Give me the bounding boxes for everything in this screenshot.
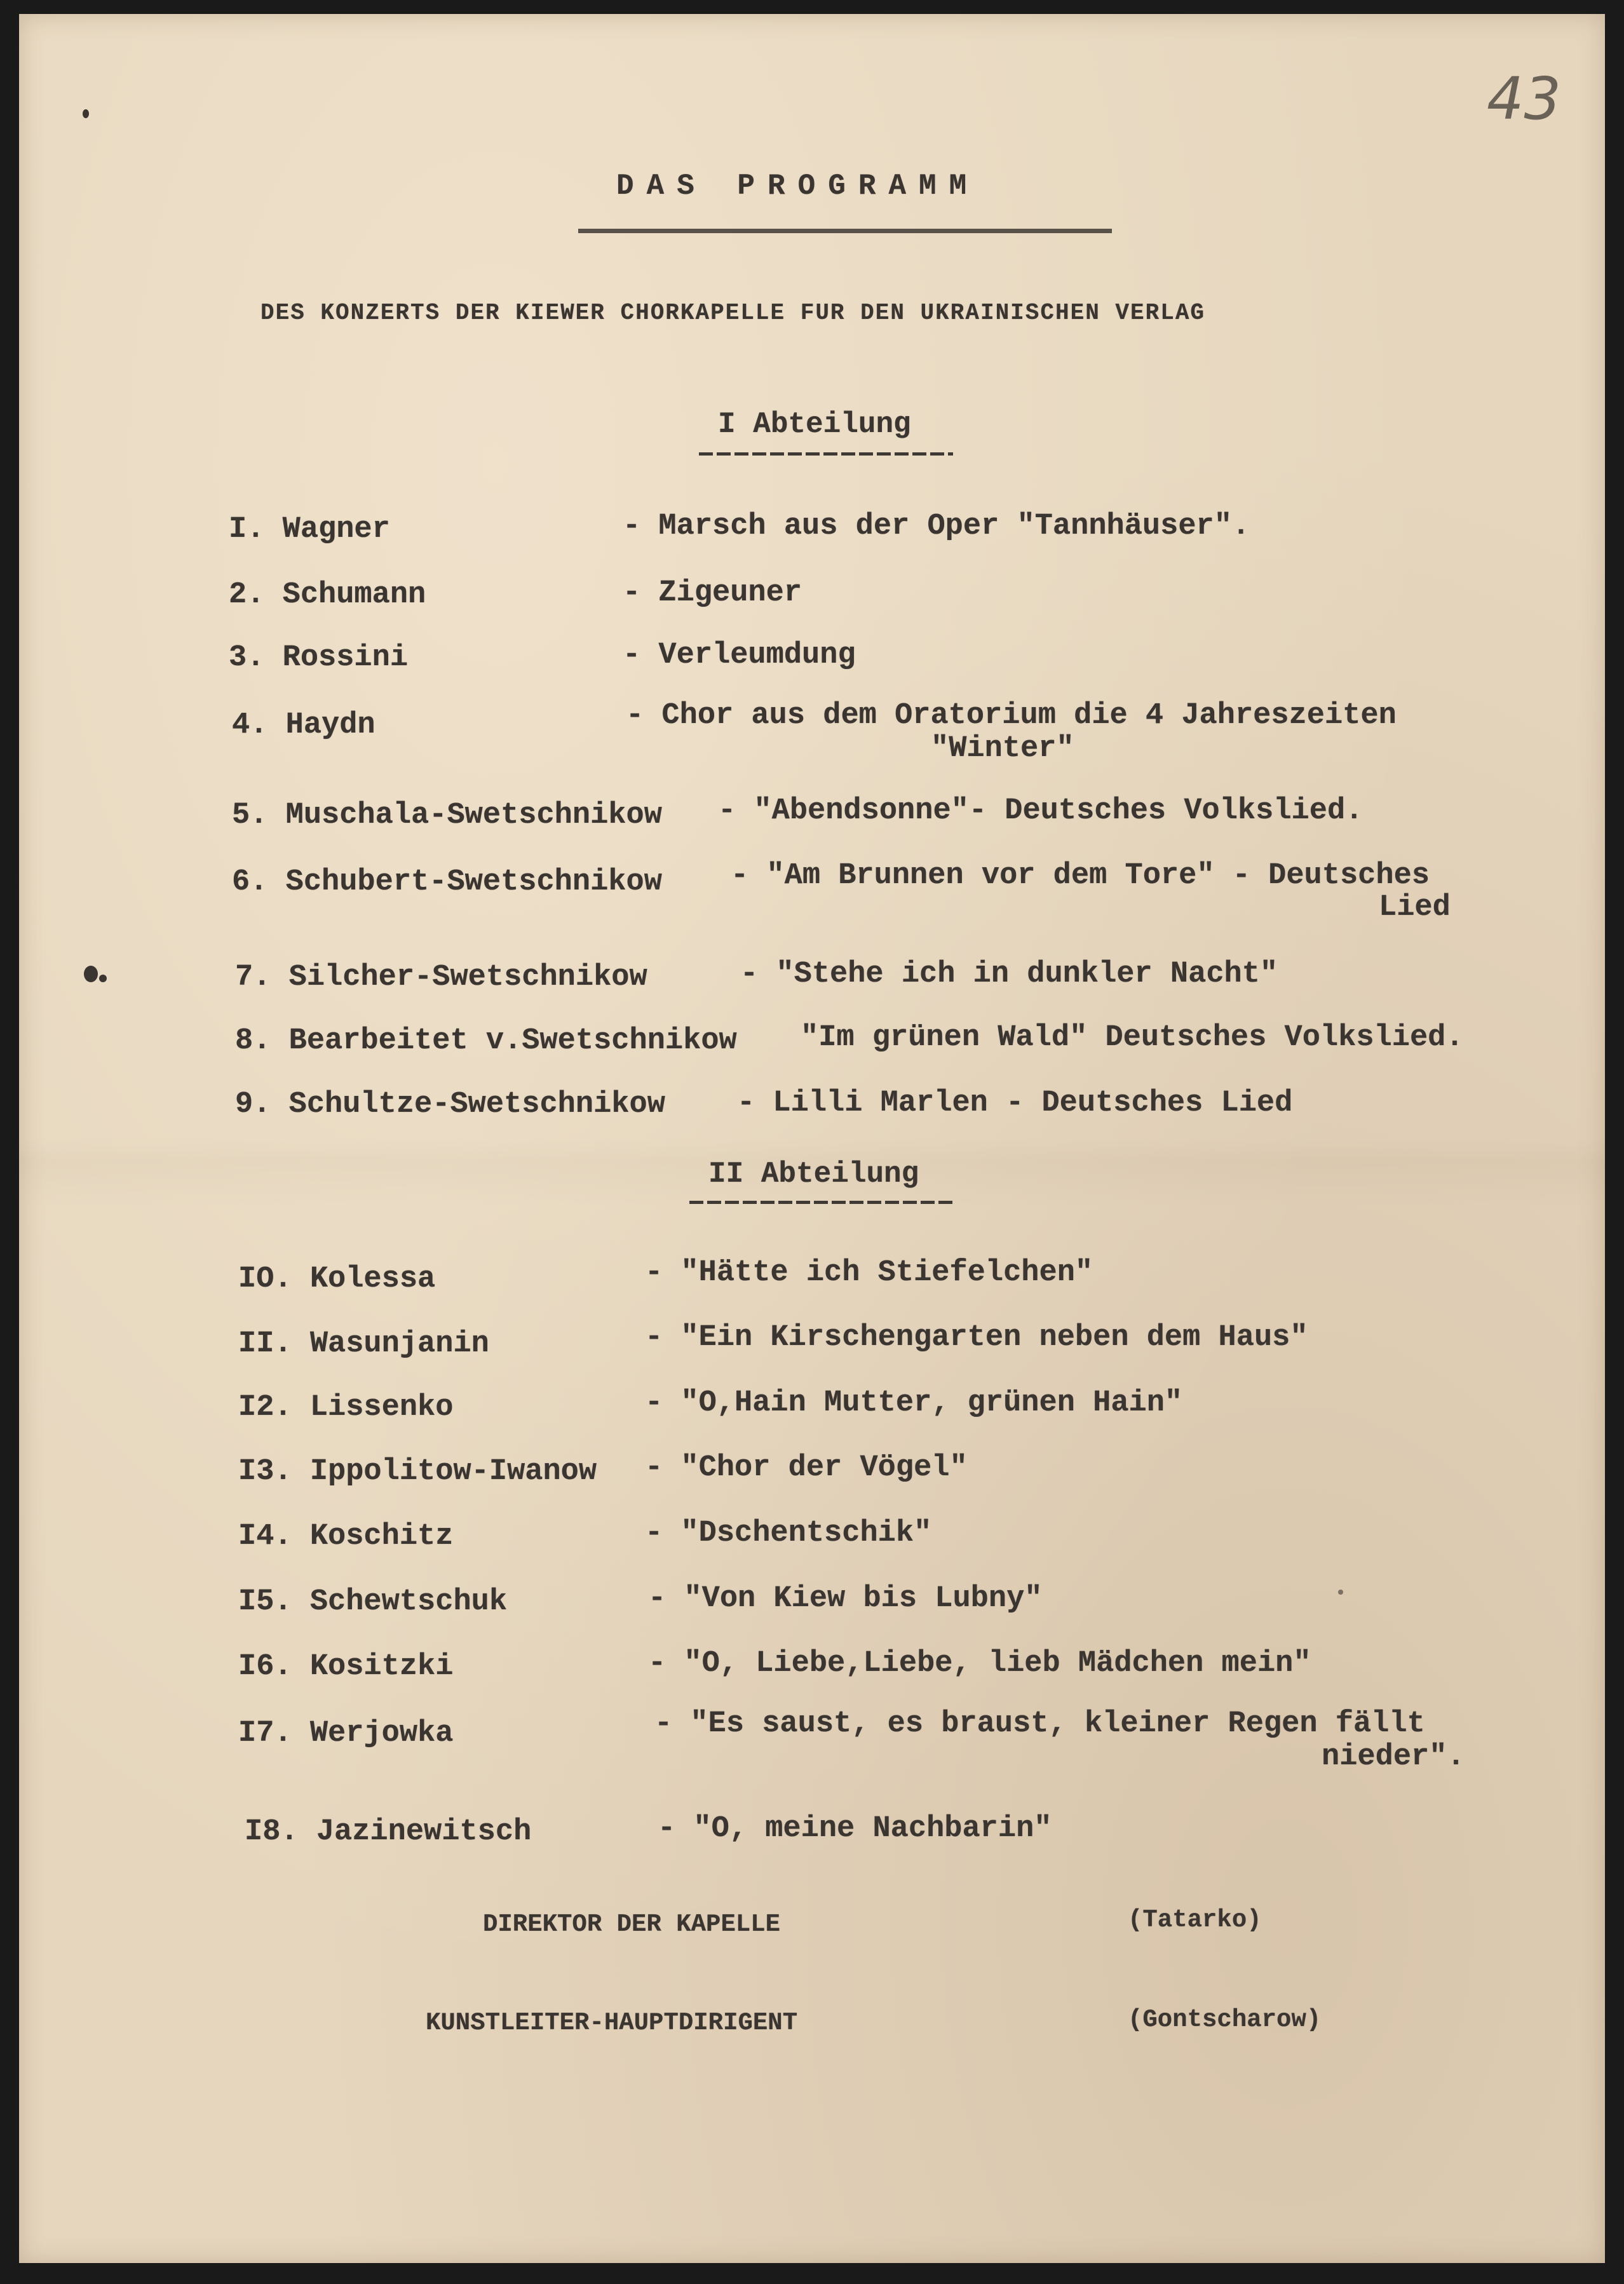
- program-item-work: "Im grünen Wald" Deutsches Volkslied.: [801, 1021, 1464, 1055]
- program-item-work: - "Von Kiew bis Lubny": [648, 1582, 1043, 1616]
- program-item-composer: I6. Kositzki: [238, 1650, 454, 1684]
- section-underline-1: [699, 452, 953, 456]
- program-item-work: - Lilli Marlen - Deutsches Lied: [737, 1086, 1293, 1120]
- program-item-work: - "Hätte ich Stiefelchen": [645, 1256, 1093, 1290]
- program-item-composer: I8. Jazinewitsch: [245, 1815, 532, 1849]
- program-item-composer: I5. Schewtschuk: [238, 1585, 508, 1619]
- program-item-work: - Verleumdung: [623, 639, 856, 672]
- program-item-work: - "Ein Kirschengarten neben dem Haus": [645, 1321, 1308, 1355]
- ink-mark: [99, 975, 107, 982]
- ink-mark: [83, 109, 89, 118]
- program-item-work: - Chor aus dem Oratorium die 4 Jahreszeiten: [626, 699, 1397, 733]
- document-title: DAS PROGRAMM: [616, 170, 980, 203]
- program-item-composer: 7. Silcher-Swetschnikow: [235, 961, 647, 994]
- program-item-composer: 9. Schultze-Swetschnikow: [235, 1088, 665, 1121]
- program-item-work: - "Dschentschik": [645, 1517, 932, 1550]
- program-item-work: - "Abendsonne"- Deutsches Volkslied.: [718, 794, 1363, 828]
- signature-name-conductor: (Gontscharow): [1128, 2006, 1322, 2034]
- program-item-work-continued: nieder".: [1322, 1740, 1465, 1774]
- signature-role-director: DIREKTOR DER KAPELLE: [483, 1910, 781, 1938]
- ink-mark: [1338, 1590, 1343, 1595]
- program-item-work: - "Am Brunnen vor dem Tore" - Deutsches: [731, 859, 1430, 893]
- signature-name-director: (Tatarko): [1128, 1906, 1262, 1934]
- program-item-composer: I2. Lissenko: [238, 1391, 454, 1424]
- program-item-work: - "Es saust, es braust, kleiner Regen fällt: [654, 1707, 1425, 1741]
- section-underline-2: [689, 1201, 956, 1204]
- program-item-work: - "O, Liebe,Liebe, lieb Mädchen mein": [648, 1647, 1311, 1680]
- program-item-composer: I3. Ippolitow-Iwanow: [238, 1455, 597, 1489]
- program-item-composer: 6. Schubert-Swetschnikow: [232, 865, 662, 899]
- section-heading-1: I Abteilung: [718, 408, 911, 441]
- title-underline: [578, 229, 1112, 233]
- program-item-work: - Marsch aus der Oper "Tannhäuser".: [623, 510, 1250, 543]
- program-item-composer: I7. Werjowka: [238, 1717, 454, 1750]
- program-item-composer: IO. Kolessa: [238, 1262, 436, 1296]
- ink-mark: [84, 966, 98, 982]
- program-item-work: - "O,Hain Mutter, grünen Hain": [645, 1386, 1183, 1420]
- program-item-work: - Zigeuner: [623, 576, 802, 610]
- section-heading-2: II Abteilung: [708, 1158, 919, 1191]
- program-item-work: - "O, meine Nachbarin": [658, 1812, 1052, 1846]
- program-item-work-continued: Lied: [1379, 891, 1451, 924]
- program-item-composer: II. Wasunjanin: [238, 1327, 489, 1361]
- program-item-work: - "Stehe ich in dunkler Nacht": [740, 957, 1278, 991]
- program-item-composer: I4. Koschitz: [238, 1520, 454, 1553]
- signature-role-conductor: KUNSTLEITER-HAUPTDIRIGENT: [426, 2009, 798, 2037]
- program-item-composer: 3. Rossini: [229, 641, 409, 675]
- program-item-composer: 2. Schumann: [229, 578, 426, 612]
- program-item-work-continued: "Winter": [931, 732, 1074, 766]
- document-page: [19, 14, 1605, 2263]
- program-item-composer: I. Wagner: [229, 513, 390, 546]
- program-item-work: - "Chor der Vögel": [645, 1451, 968, 1485]
- program-item-composer: 5. Muschala-Swetschnikow: [232, 799, 662, 832]
- program-item-composer: 4. Haydn: [232, 708, 376, 742]
- page-number: 43: [1487, 65, 1562, 133]
- document-subtitle: DES KONZERTS DER KIEWER CHORKAPELLE FUR DEN UKRAINISCHEN VERLAG: [261, 300, 1206, 326]
- program-item-composer: 8. Bearbeitet v.Swetschnikow: [235, 1024, 737, 1058]
